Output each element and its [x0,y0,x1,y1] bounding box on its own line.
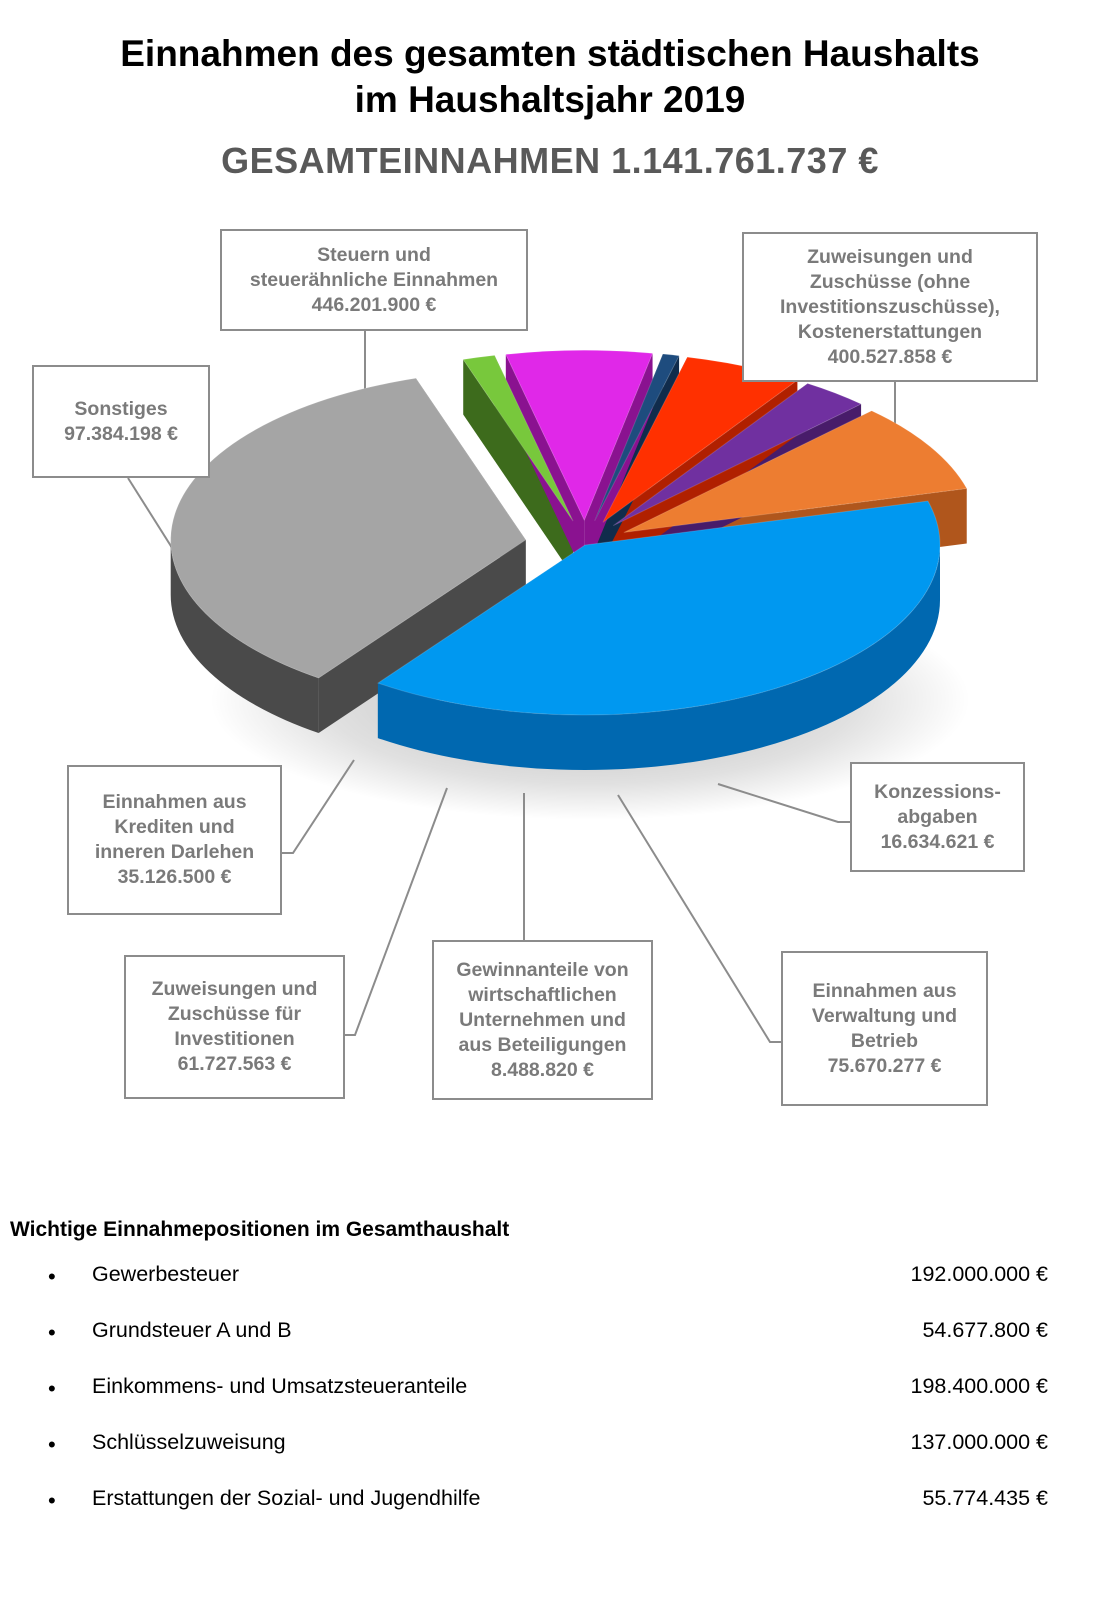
section-heading: Wichtige Einnahmepositionen im Gesamthaushalt [10,1218,510,1241]
bullet-icon: • [48,1264,56,1289]
callout-label-line: inneren Darlehen [94,841,255,863]
total-heading: GESAMTEINNAHMEN 1.141.761.737 € [221,140,879,181]
callout-label-line: Sonstiges [74,397,168,420]
revenue-positions-list [0,1258,1100,1538]
callout-value: 61.727.563 € [177,1053,292,1075]
callout-label-line: Zuschüsse für [167,1003,302,1025]
position-label: Einkommens- und Umsatzsteueranteile [92,1374,468,1398]
callout-label-line: Investitionszuschüsse), [780,295,1000,318]
list-item [0,1314,1100,1370]
callout-value: 16.634.621 € [880,830,995,853]
callout-label-line: Investitionen [174,1028,295,1050]
title-line-2: im Haushaltsjahr 2019 [354,78,746,120]
callout-label-line: aus Beteiligungen [458,1033,627,1056]
list-item [0,1482,1100,1538]
position-label: Grundsteuer A und B [92,1318,292,1342]
list-item [0,1426,1100,1482]
callout-label-line: Krediten und [114,816,235,838]
bullet-icon: • [48,1376,56,1401]
callout-label-line: Kostenerstattungen [797,320,983,343]
callout-label-line: Einnahmen aus [812,979,957,1002]
callout-value: 97.384.198 € [64,422,178,445]
callout-label-line: Verwaltung und [811,1004,958,1027]
callout-value: 400.527.858 € [827,345,953,368]
callout-zuweisungen [742,232,1038,382]
callout-label-line: Zuweisungen und [807,245,973,268]
callout-kredite [67,765,282,915]
list-item [0,1370,1100,1426]
callout-label-line: steuerähnliche Einnahmen [249,268,499,291]
callout-label-line: Steuern und [317,243,431,266]
bullet-icon: • [48,1432,56,1457]
position-value: 192.000.000 € [910,1262,1048,1286]
callout-value: 446.201.900 € [311,293,437,316]
position-label: Gewerbesteuer [92,1262,239,1286]
title-line-1: Einnahmen des gesamten städtischen Haushalts [120,32,980,74]
callout-label-line: Gewinnanteile von [456,958,629,981]
callout-label-line: abgaben [897,805,978,828]
callout-invest [124,955,345,1099]
callout-label-line: Konzessions- [874,780,1001,803]
callout-sonstiges [32,365,210,478]
callout-label-line: Einnahmen aus [102,791,247,813]
bullet-icon: • [48,1488,56,1513]
bullet-icon: • [48,1320,56,1345]
callout-label-line: Zuschüsse (ohne [809,270,971,293]
callout-value: 35.126.500 € [117,866,232,888]
position-label: Schlüsselzuweisung [92,1430,286,1454]
position-value: 137.000.000 € [910,1430,1048,1454]
callout-label-line: Unternehmen und [459,1008,626,1031]
callout-value: 8.488.820 € [490,1058,594,1081]
callout-konzession [850,762,1025,872]
position-value: 54.677.800 € [922,1318,1048,1342]
callout-verwaltung [781,951,988,1106]
position-value: 55.774.435 € [922,1486,1048,1510]
position-value: 198.400.000 € [910,1374,1048,1398]
callout-value: 75.670.277 € [827,1054,942,1077]
callout-label-line: wirtschaftlichen [468,983,617,1006]
callout-steuern [220,229,528,331]
list-item [0,1258,1100,1314]
position-label: Erstattungen der Sozial- und Jugendhilfe [92,1486,481,1510]
callout-label-line: Zuweisungen und [151,978,318,1000]
callout-label-line: Betrieb [850,1029,919,1052]
callout-gewinn [432,940,653,1100]
